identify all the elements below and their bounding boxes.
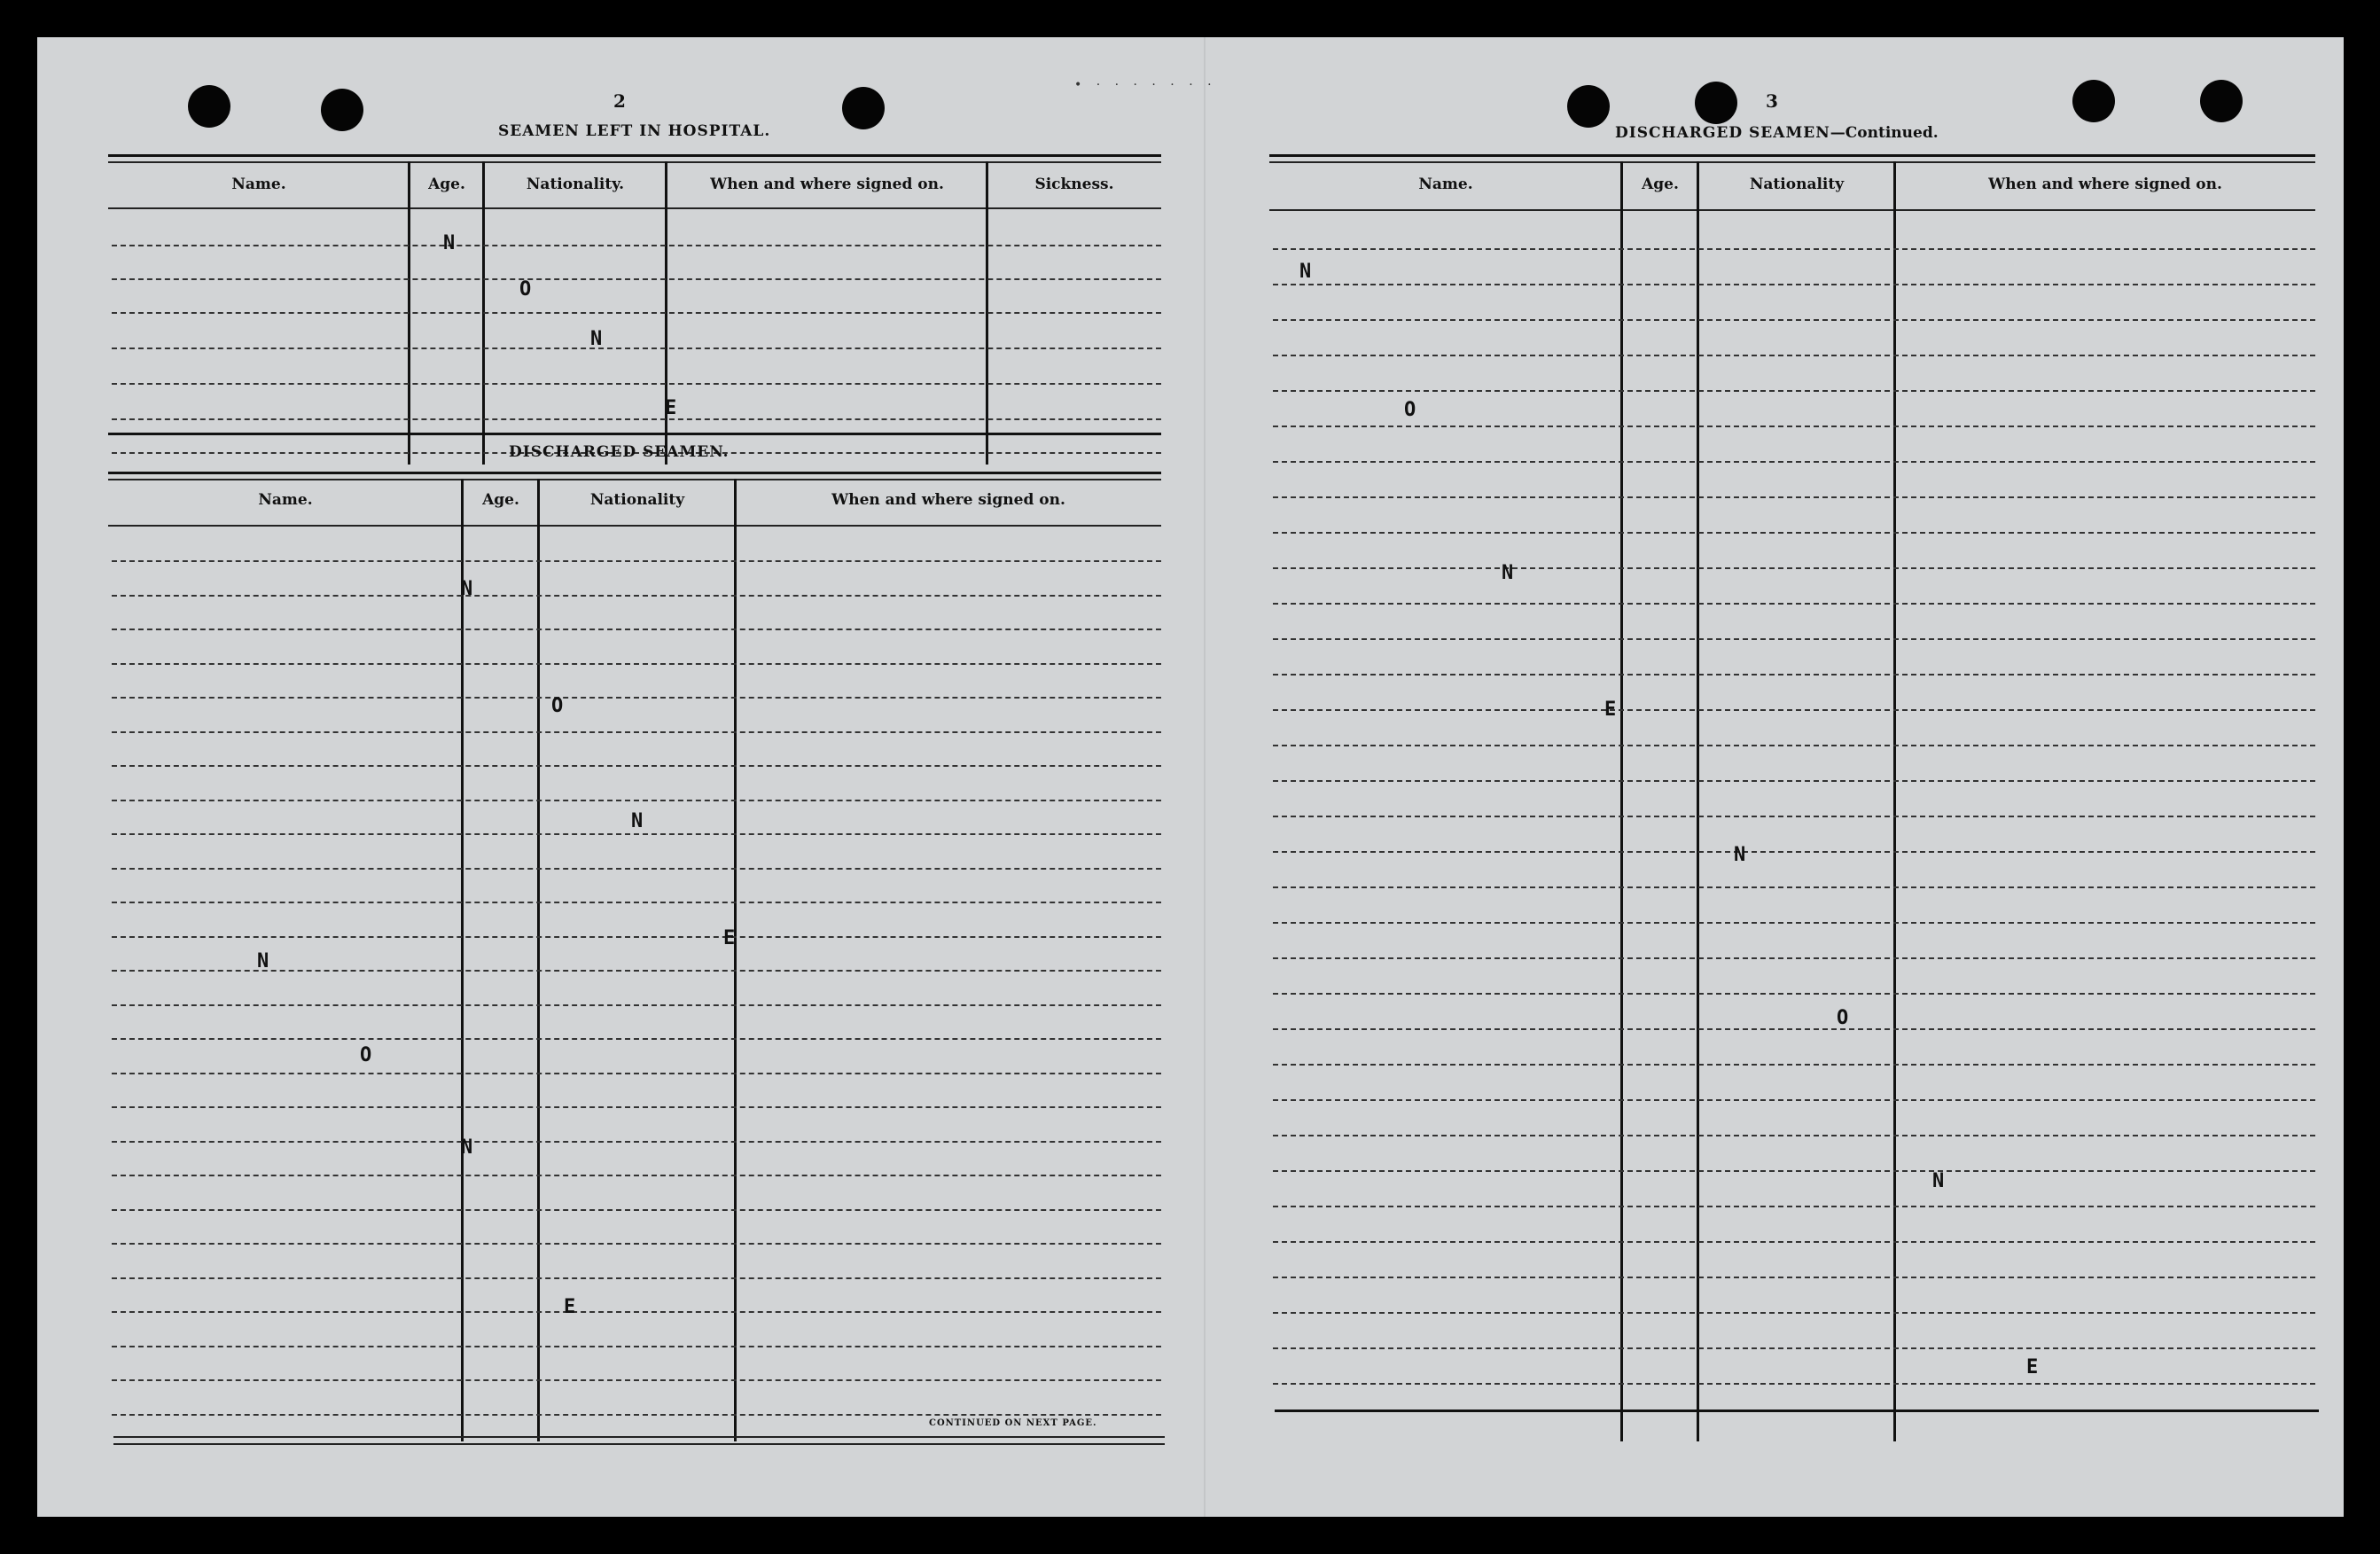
discharged-section-title: DISCHARGED SEAMEN. [509, 443, 730, 461]
entry-row [112, 833, 1161, 835]
entry-row [112, 697, 1161, 699]
page-fold [1204, 37, 1206, 1517]
entry-row [1273, 1099, 2315, 1101]
stamp-letter: E [665, 397, 677, 419]
discharged-continued-title [1615, 124, 1939, 142]
continued-footer: CONTINUED ON NEXT PAGE. [929, 1418, 1097, 1428]
entry-row [1273, 390, 2315, 392]
entry-row [112, 348, 1161, 349]
title-main: DISCHARGED SEAMEN [1615, 124, 1830, 142]
entry-row [112, 1243, 1161, 1245]
entry-row [1273, 780, 2315, 782]
stamp-letter: N [631, 810, 644, 832]
entry-row [1273, 638, 2315, 640]
entry-row [112, 800, 1161, 801]
entry-row [112, 1346, 1161, 1347]
col-when-where: When and where signed on. [710, 176, 944, 193]
entry-row [112, 560, 1161, 562]
col-name: Name. [1418, 176, 1473, 193]
rule [113, 1436, 1165, 1438]
entry-row [1273, 532, 2315, 534]
page-number-left: 2 [613, 90, 626, 112]
stamp-letter: E [723, 927, 736, 949]
entry-row [1273, 426, 2315, 427]
header-underline [1269, 209, 2315, 211]
column-divider [537, 479, 540, 1441]
stamp-letter: O [1837, 1007, 1849, 1029]
entry-row [112, 1106, 1161, 1108]
punch-hole [321, 89, 363, 131]
col-age: Age. [482, 491, 519, 509]
col-age: Age. [1642, 176, 1679, 193]
entry-row [112, 868, 1161, 870]
entry-row [112, 1004, 1161, 1006]
punch-hole [842, 87, 885, 129]
rule [108, 472, 1161, 474]
column-divider [1620, 161, 1623, 1441]
entry-row [1273, 1383, 2315, 1385]
ledger-sheet [37, 37, 2344, 1517]
entry-row [112, 1311, 1161, 1313]
stamp-letter: N [590, 328, 603, 350]
col-when-where: When and where signed on. [1988, 176, 2222, 193]
col-age: Age. [428, 176, 465, 193]
entry-row [1273, 1312, 2315, 1314]
entry-row [112, 1277, 1161, 1279]
col-sickness: Sickness. [1034, 176, 1114, 193]
entry-row [1273, 355, 2315, 356]
entry-row [112, 1414, 1161, 1416]
stamp-letter: O [1404, 399, 1416, 421]
col-name: Name. [258, 491, 313, 509]
rule [108, 433, 1161, 435]
entry-row [1273, 1028, 2315, 1030]
entry-row [112, 312, 1161, 314]
entry-row [1273, 1064, 2315, 1066]
stamp-letter: N [1932, 1170, 1945, 1192]
entry-row [1273, 1241, 2315, 1243]
entry-row [112, 383, 1161, 385]
entry-row [1273, 567, 2315, 569]
col-name: Name. [231, 176, 286, 193]
stamp-letter: O [360, 1044, 372, 1066]
entry-row [112, 936, 1161, 938]
column-divider [1697, 161, 1699, 1441]
entry-row [1273, 284, 2315, 285]
entry-row [112, 970, 1161, 972]
entry-row [1273, 461, 2315, 463]
entry-row [1273, 816, 2315, 817]
entry-row [1273, 1206, 2315, 1207]
col-nationality: Nationality. [526, 176, 625, 193]
entry-row [112, 902, 1161, 903]
header-underline [108, 207, 1161, 209]
punch-hole [188, 85, 230, 128]
stamp-letter: N [461, 578, 473, 600]
entry-row [112, 595, 1161, 597]
entry-row [1273, 993, 2315, 995]
entry-row [1273, 709, 2315, 711]
entry-row [112, 1141, 1161, 1143]
entry-row [1273, 248, 2315, 250]
punch-hole [1695, 82, 1737, 124]
rule [108, 161, 1161, 163]
page-number-right: 3 [1766, 90, 1778, 112]
stamp-letter: O [551, 695, 564, 717]
column-divider [1893, 161, 1896, 1441]
stamp-letter: N [1734, 844, 1746, 866]
stamp-letter: E [2026, 1356, 2039, 1378]
column-divider [461, 479, 464, 1441]
entry-row [1273, 851, 2315, 853]
rule [1275, 1410, 2319, 1412]
entry-row [112, 1073, 1161, 1074]
entry-row [112, 1209, 1161, 1211]
col-nationality: Nationality [589, 491, 685, 509]
entry-row [1273, 1170, 2315, 1172]
column-divider [734, 479, 737, 1441]
punch-hole [2200, 80, 2243, 122]
entry-row [1273, 922, 2315, 924]
entry-row [1273, 1347, 2315, 1349]
stamp-letter: N [1299, 261, 1312, 283]
entry-row [112, 629, 1161, 630]
rule [113, 1443, 1165, 1445]
entry-row [112, 245, 1161, 246]
entry-row [1273, 319, 2315, 321]
punch-hole [2072, 80, 2115, 122]
stamp-letter: E [564, 1296, 576, 1318]
stamp-letter: N [461, 1136, 473, 1159]
stamp-letter: E [1604, 699, 1617, 721]
rule [1269, 161, 2315, 163]
entry-row [112, 418, 1161, 420]
entry-row [112, 731, 1161, 733]
col-nationality: Nationality [1749, 176, 1845, 193]
entry-row [1273, 674, 2315, 675]
entry-row [1273, 1277, 2315, 1278]
entry-row [112, 663, 1161, 665]
entry-row [1273, 1135, 2315, 1136]
entry-row [1273, 603, 2315, 605]
entry-row [112, 278, 1161, 280]
col-when-where: When and where signed on. [831, 491, 1065, 509]
rule [108, 479, 1161, 480]
punch-hole [1567, 85, 1610, 128]
entry-row [112, 1038, 1161, 1040]
stamp-letter: N [1502, 562, 1514, 584]
entry-row [112, 765, 1161, 767]
header-underline [108, 525, 1161, 527]
entry-row [1273, 745, 2315, 746]
entry-row [112, 1175, 1161, 1176]
rule [108, 154, 1161, 157]
rule [1269, 154, 2315, 157]
title-suffix: —Continued. [1830, 124, 1939, 142]
entry-row [112, 1379, 1161, 1381]
stamp-letter: O [519, 278, 532, 301]
entry-row [1273, 496, 2315, 498]
hospital-section-title: SEAMEN LEFT IN HOSPITAL. [498, 122, 771, 140]
stamp-letter: N [257, 950, 269, 972]
stamp-letter: N [443, 232, 456, 254]
top-marks: • · · · · · · · [1074, 78, 1217, 92]
entry-row [1273, 957, 2315, 959]
entry-row [1273, 886, 2315, 888]
